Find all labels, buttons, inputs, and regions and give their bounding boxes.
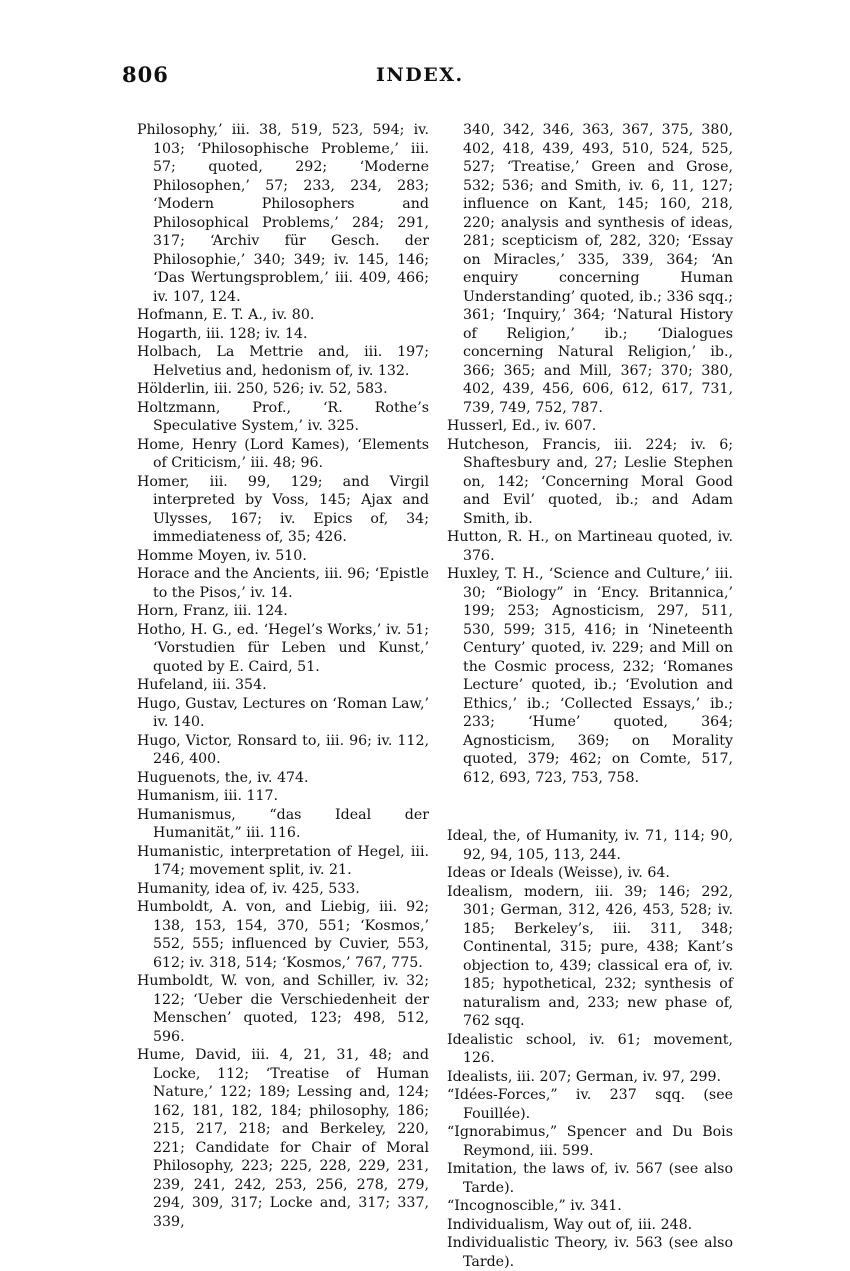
index-entry: Hufeland, iii. 354. — [137, 677, 267, 693]
index-entry: Hotho, H. G., ed. ‘Hegel’s Works,’ iv. 51; ‘Vorstudien für Leben und Kunst,’ quoted by E. Caird, 51. — [137, 621, 429, 675]
index-column-right — [447, 121, 733, 1271]
index-entry: Husserl, Ed., iv. 607. — [447, 418, 597, 434]
index-entry: Humanism, iii. 117. — [137, 788, 279, 804]
index-entry: Imitation, the laws of, iv. 567 (see also Tarde). — [447, 1161, 733, 1196]
index-entry: Philosophy,’ iii. 38, 519, 523, 594; iv. 103; ‘Philosophische Probleme,’ iii. 57; quoted, 292; ‘Moderne Philosophen,’ 57; 233, 234, 283; ‘Modern Philosophers and Philosophical Problems,’ 284; 291, 317; ‘Archiv für Gesch. der Philosophie,’ 340; 349; iv. 145, 146; ‘Das Wertungsproblem,’ iii. 409, 466; iv. 107, 124. — [137, 122, 429, 305]
index-entry: Idealistic school, iv. 61; movement, 126. — [447, 1031, 733, 1066]
index-entry: Hölderlin, iii. 250, 526; iv. 52, 583. — [137, 381, 388, 397]
index-entry: Huxley, T. H., ‘Science and Culture,’ iii. 30; “Biology” in ‘Ency. Britannica,’ 199; 253; Agnosticism, 297, 511, 530, 599; 315, 416; in ‘Nineteenth Century’ quoted, iv. 229; and Mill on the Cosmic process, 232; ‘Romanes Lecture’ quoted, ib.; ‘Evolution and Ethics,’ ib.; ‘Collected Essays,’ ib.; 233; ‘Hume’ quoted, 364; Agnosticism, 369; on Morality quoted, 379; 462; on Comte, 517, 612, 693, 723, 753, 758. — [447, 566, 733, 786]
index-entry: Humanismus, “das Ideal der Humanität,” iii. 116. — [137, 806, 429, 841]
index-entry: “Incognoscible,” iv. 341. — [447, 1198, 622, 1214]
index-entry: Humanity, idea of, iv. 425, 533. — [137, 880, 360, 897]
index-entry: Idealism, modern, iii. 39; 146; 292, 301; German, 312, 426, 453, 528; iv. 185; Berkeley’s, iii. 311, 348; Continental, 315; pure, 438; Kant’s objection to, 439; classical era of, iv. 185; hypothetical, 232; synthesis of naturalism and, 233; new phase of, 762 sqq. — [447, 883, 733, 1029]
index-entry: Holtzmann, Prof., ‘R. Rothe’s Speculative System,’ iv. 325. — [137, 399, 429, 434]
index-entry: Ideal, the, of Humanity, iv. 71, 114; 90, 92, 94, 105, 113, 244. — [447, 828, 733, 863]
index-entry: Humanistic, interpretation of Hegel, iii. 174; movement split, iv. 21. — [137, 843, 429, 878]
index-entry: Hogarth, iii. 128; iv. 14. — [137, 325, 308, 342]
index-entry: Humboldt, A. von, and Liebig, iii. 92; 138, 153, 154, 370, 551; ‘Kosmos,’ 552, 555; influenced by Cuvier, 553, 612; iv. 318, 514; ‘Kosmos,’ 767, 775. — [137, 899, 429, 971]
index-entry: “Idées-Forces,” iv. 237 sqq. (see Fouillée). — [447, 1087, 733, 1122]
index-entry: Holbach, La Mettrie and, iii. 197; Helvetius and, hedonism of, iv. 132. — [137, 344, 429, 379]
index-entry: Horn, Franz, iii. 124. — [137, 603, 288, 619]
index-entry: Huguenots, the, iv. 474. — [137, 769, 309, 786]
index-entry: Hofmann, E. T. A., iv. 80. — [137, 307, 315, 323]
index-entry: Individualism, Way out of, iii. 248. — [447, 1216, 693, 1233]
index-entry: Hutton, R. H., on Martineau quoted, iv. 376. — [447, 529, 733, 564]
page-number: 806 — [122, 62, 169, 87]
index-entry: Homer, iii. 99, 129; and Virgil interpreted by Voss, 145; Ajax and Ulysses, 167; iv. Epics of, 34; immediateness of, 35; 426. — [137, 473, 429, 545]
index-entry: Hugo, Victor, Ronsard to, iii. 96; iv. 112, 246, 400. — [137, 732, 429, 767]
index-entry: “Ignorabimus,” Spencer and Du Bois Reymond, iii. 599. — [447, 1124, 733, 1159]
index-entry: Ideas or Ideals (Weisse), iv. 64. — [447, 865, 670, 881]
index-entry: Individualistic Theory, iv. 563 (see also Tarde). — [447, 1235, 733, 1270]
index-entry: Homme Moyen, iv. 510. — [137, 547, 307, 564]
index-entry: Hume, David, iii. 4, 21, 31, 48; and Locke, 112; ‘Treatise of Human Nature,’ 122; 189; Lessing and, 124; 162, 181, 182, 184; philosophy, 186; 215, 217, 218; and Berkeley, 220, 221; Candidate for Chair of Moral Philosophy, 223; 225, 228, 229, 231, 239, 241, 242, 253, 256, 278, 279, 294, 309, 317; Locke and, 317; 337, 339, — [137, 1047, 429, 1230]
running-head-title: INDEX. — [376, 64, 464, 86]
index-column-left — [137, 121, 429, 1231]
index-entry: Humboldt, W. von, and Schiller, iv. 32; 122; ‘Ueber die Verschiedenheit der Menschen’ quoted, 123; 498, 512, 596. — [137, 973, 429, 1045]
index-entry: Hugo, Gustav, Lectures on ‘Roman Law,’ iv. 140. — [137, 695, 429, 730]
index-entry: Home, Henry (Lord Kames), ‘Elements of Criticism,’ iii. 48; 96. — [137, 436, 429, 471]
index-entry: Horace and the Ancients, iii. 96; ‘Epistle to the Pisos,’ iv. 14. — [137, 566, 429, 601]
index-entry: Idealists, iii. 207; German, iv. 97, 299. — [447, 1068, 722, 1085]
index-entry-continuation: 340, 342, 346, 363, 367, 375, 380, 402, 418, 439, 493, 510, 524, 525, 527; ‘Treatise,’ Green and Grose, 532; 536; and Smith, iv. 6, 11, 127; influence on Kant, 145; 160, 218, 220; analysis and synthesis of ideas, 281; scepticism of, 282, 320; ‘Essay on Miracles,’ 335, 339, 364; ‘An enquiry concerning Human Understanding’ quoted, ib.; 336 sqq.; 361; ‘Inquiry,’ 364; ‘Natural History of Religion,’ ib.; ‘Dialogues concerning Natural Religion,’ ib., 366; 365; and Mill, 367; 370; 380, 402, 439, 456, 606, 612, 617, 731, 739, 749, 752, 787. — [463, 122, 733, 416]
letter-section-gap — [447, 787, 733, 827]
index-entry: Hutcheson, Francis, iii. 224; iv. 6; Shaftesbury and, 27; Leslie Stephen on, 142; ‘Concerning Moral Good and Evil’ quoted, ib.; and Adam Smith, ib. — [447, 436, 733, 527]
